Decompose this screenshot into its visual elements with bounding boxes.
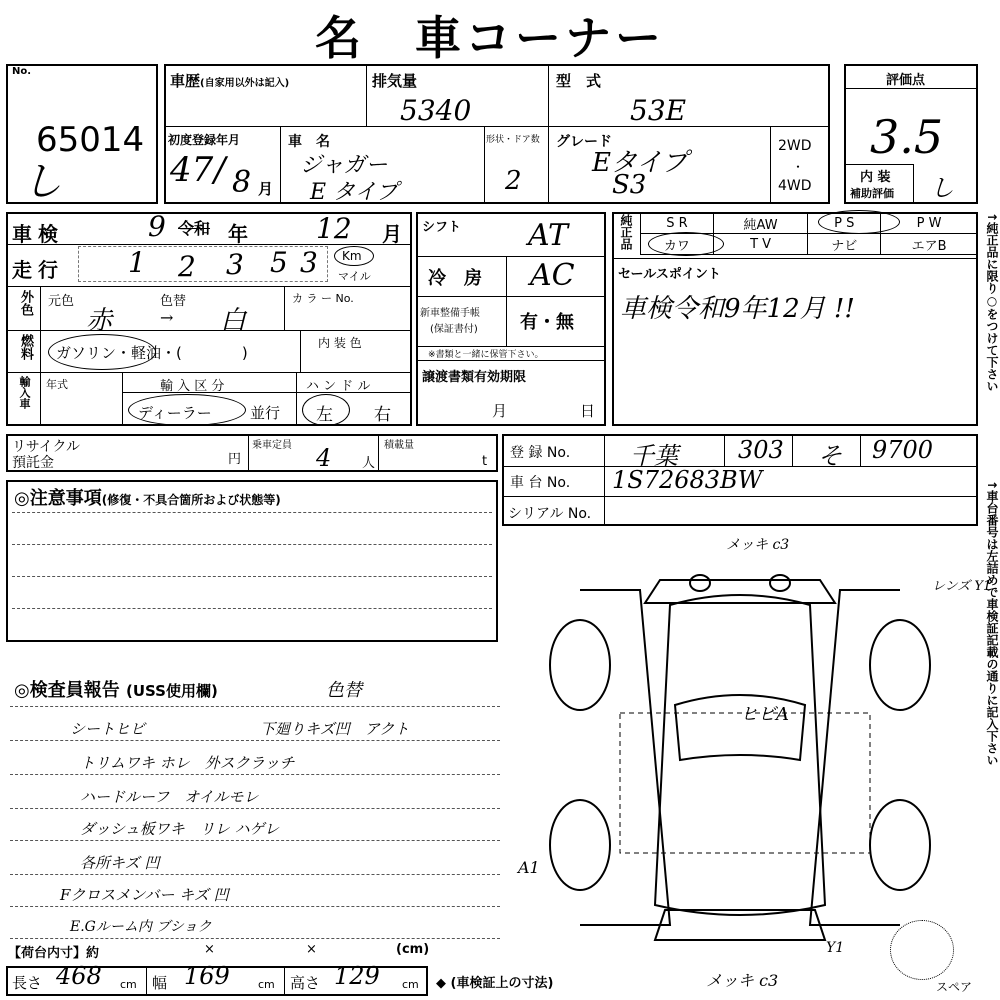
import-dealer: ディーラー <box>138 404 212 422</box>
load-label: 積載量 <box>384 440 414 451</box>
grade-value2: S3 <box>612 170 647 200</box>
mileage-digit: 5 <box>270 246 288 279</box>
recycle-unit: 円 <box>228 452 242 467</box>
drive-4wd: 4WD <box>778 178 812 194</box>
inspector-line: 下廻りキズ凹 アクト <box>260 720 410 738</box>
length-unit: cm <box>120 978 137 991</box>
diagram-bottom-note: メッキ c3 <box>706 971 779 990</box>
capacity-value: 4 <box>316 444 332 472</box>
mileage-digit: 1 <box>128 246 146 279</box>
equipment-item: カワ <box>641 234 714 255</box>
recycle-label2: 預託金 <box>12 455 54 471</box>
first-reg-label: 初度登録年月 <box>168 133 241 147</box>
docs-month: 月 <box>492 402 508 420</box>
interior-value: し <box>930 174 954 202</box>
equipment-item: 純AW <box>713 213 807 234</box>
model-label: 型 式 <box>556 72 602 90</box>
shift-label: シフト <box>422 220 462 235</box>
mileage-digit: 3 <box>226 248 244 281</box>
car-name-value2: E タイプ <box>310 180 398 205</box>
color-arrow: → <box>160 308 174 327</box>
registration-label: 登 録 No. <box>510 445 571 461</box>
handle-label: ハ ン ド ル <box>306 379 371 394</box>
shift-value: AT <box>528 218 569 253</box>
color-orig: 赤 <box>86 306 113 336</box>
diagram-top-note: メッキ c3 <box>726 537 790 553</box>
registration-number: 9700 <box>872 436 934 464</box>
import-label: 輸入車 <box>18 376 31 409</box>
doors-value: 2 <box>505 166 522 196</box>
width-value: 169 <box>184 962 230 990</box>
height-value: 129 <box>334 962 380 990</box>
width-unit: cm <box>258 978 275 991</box>
inspector-line: 各所キズ 凹 <box>80 854 160 872</box>
manual-sub: (保証書付) <box>430 324 478 335</box>
recycle-label1: リサイクル <box>12 439 81 455</box>
height-unit: cm <box>402 978 419 991</box>
inspector-handnote: 色替 <box>326 680 362 701</box>
drive-dot: ・ <box>792 160 805 174</box>
luggage-unit: (cm) <box>396 942 430 957</box>
import-parallel: 並行 <box>250 404 281 422</box>
docs-day: 日 <box>580 402 596 420</box>
length-label: 長さ <box>12 974 43 992</box>
equipment-item: エアB <box>881 234 978 255</box>
interior-sub: 補助評価 <box>850 187 894 200</box>
grade-label: グレード <box>556 134 612 150</box>
lot-number: 65014 <box>36 120 145 160</box>
score-value: 3.5 <box>870 110 944 164</box>
luggage-x2: × <box>306 942 317 957</box>
manual-label: 新車整備手帳 <box>420 308 480 319</box>
fuel-options: ガソリン・軽油・( ) <box>56 344 248 362</box>
inspector-label: ◎検査員報告 (USS使用欄) <box>14 680 218 701</box>
side-note-2: ↑車台番号は左詰めで車検証記載の通りに記入下さい <box>985 480 999 767</box>
inspection-year-unit: 年 <box>228 222 248 246</box>
color-change-label: 色替 <box>160 294 187 309</box>
first-reg-year: 47 <box>170 150 214 190</box>
diagram-y1-note: Y1 <box>826 940 845 956</box>
shift-box <box>416 212 606 426</box>
diagram-a1-note: A1 <box>518 858 540 877</box>
grade-value1: Eタイプ <box>592 148 688 178</box>
registration-kana: そ <box>818 442 842 470</box>
fuel-label: 燃料 <box>18 334 33 360</box>
aircon-label: 冷 房 <box>428 268 482 289</box>
serial-label: シリアル No. <box>508 506 592 522</box>
diagram-trunk-note: ヒビA <box>740 704 789 725</box>
inspection-year: 9 <box>148 210 166 243</box>
mileage-label: 走行 <box>12 258 64 282</box>
drive-2wd: 2WD <box>778 138 812 154</box>
diagram-spare: スペア <box>936 980 973 994</box>
first-reg-month: 8 <box>232 165 252 200</box>
import-year-label: 年式 <box>46 378 68 391</box>
side-note-1: ↑純正品に限り○をつけて下さい <box>985 212 999 393</box>
equipment-item: ナビ <box>808 234 881 255</box>
interior-color-label: 内 装 色 <box>318 336 362 350</box>
page-title: 名 車コーナー <box>315 11 665 65</box>
color-label: 外色 <box>18 290 33 316</box>
inspection-month-unit: 月 <box>382 222 402 246</box>
height-label: 高さ <box>290 974 321 992</box>
mileage-unit-mile: マイル <box>338 270 371 283</box>
sales-point-value: 車検令和9年12月 !! <box>620 294 855 324</box>
handle-left: 左 <box>316 405 333 425</box>
manual-note: ※書類と一緒に保管下さい。 <box>428 350 544 360</box>
inspector-line: ハードルーフ オイルモレ <box>80 788 259 806</box>
color-no-label: カ ラ ー No. <box>292 292 354 305</box>
model-value: 53E <box>630 94 687 127</box>
car-name-label: 車 名 <box>288 134 330 150</box>
width-label: 幅 <box>152 974 168 992</box>
length-value: 468 <box>56 962 102 990</box>
car-diagram <box>540 545 960 955</box>
capacity-unit: 人 <box>362 456 376 471</box>
displacement-value: 5340 <box>400 94 472 127</box>
mileage-unit-km: Km <box>342 249 362 263</box>
equipment-item: P S <box>808 213 881 234</box>
luggage-x1: × <box>204 942 215 957</box>
chassis-label: 車 台 No. <box>510 475 571 491</box>
first-reg-month-unit: 月 <box>258 180 274 198</box>
score-label: 評価点 <box>886 73 926 88</box>
sales-point-label: セールスポイント <box>618 267 721 282</box>
color-orig-label: 元色 <box>48 294 75 309</box>
history-label: 車歴(自家用以外は記入) <box>170 72 290 90</box>
dims-note: ◆ (車検証上の寸法) <box>436 976 554 991</box>
leather-circle <box>648 232 724 256</box>
interior-label: 内 装 <box>860 170 891 185</box>
lot-mark: し <box>22 159 62 205</box>
lot-no-label: No. <box>12 66 32 77</box>
ps-circle <box>818 210 900 234</box>
car-name-value1: ジャガー <box>300 153 388 178</box>
equipment-item: S R <box>641 213 714 234</box>
manual-value: 有・無 <box>520 312 574 333</box>
doors-label: 形状・ドア数 <box>486 135 540 145</box>
notes-label: ◎注意事項(修復・不具合箇所および状態等) <box>14 488 281 509</box>
diagram-lens-note: レンズ Y1 <box>932 579 992 594</box>
registration-class: 303 <box>738 436 784 464</box>
handle-right: 右 <box>374 405 391 425</box>
mileage-digit: 3 <box>300 246 318 279</box>
mileage-digits <box>78 246 328 282</box>
equipment-label: 純正品 <box>619 214 633 250</box>
docs-label: 譲渡書類有効期限 <box>422 370 527 385</box>
inspection-label: 車検 <box>12 222 64 246</box>
load-unit: t <box>482 454 488 469</box>
inspection-year-mark: 令和 <box>178 219 211 238</box>
registration-area: 千葉 <box>630 442 678 470</box>
chassis-value: 1S72683BW <box>612 466 763 494</box>
inspector-line: トリムワキ ホレ 外スクラッチ <box>80 754 295 772</box>
mileage-digit: 2 <box>178 250 196 283</box>
spare-circle <box>890 920 954 980</box>
color-new: 白 <box>220 306 247 336</box>
equipment-item: T V <box>713 234 807 255</box>
inspector-line: ダッシュ板ワキ リレ ハゲレ <box>80 820 280 838</box>
displacement-label: 排気量 <box>372 72 418 90</box>
inspector-line: Fクロスメンバー キズ 凹 <box>60 886 229 904</box>
import-class-label: 輸 入 区 分 <box>160 379 225 394</box>
luggage-label: 【荷台内寸】約 <box>8 946 100 961</box>
aircon-value: AC <box>530 258 575 293</box>
inspector-line: シートヒビ <box>70 720 146 738</box>
capacity-label: 乗車定員 <box>252 440 292 451</box>
inspection-month: 12 <box>316 212 352 245</box>
equipment-item: P W <box>881 213 978 234</box>
inspector-line: E.Gルーム内 ブショク <box>70 919 212 935</box>
